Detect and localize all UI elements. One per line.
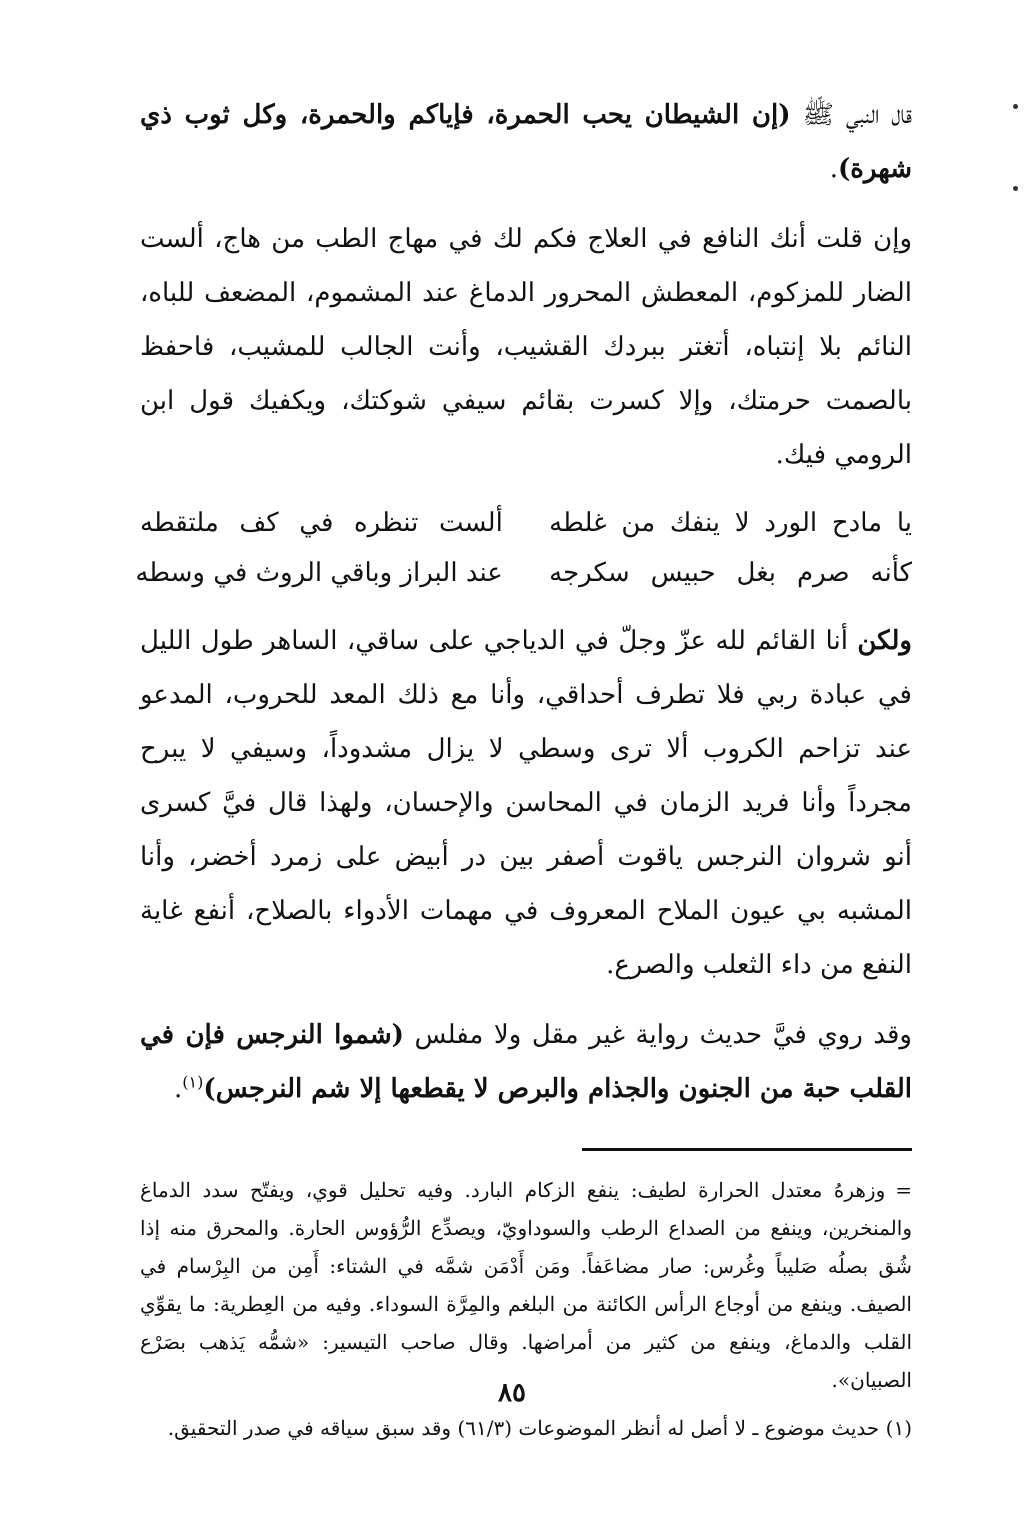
poem — [135, 498, 912, 598]
paragraph-text: قال النبي ﷺ — [790, 100, 912, 130]
footnote-1 — [140, 1409, 912, 1447]
paragraph-text: وإن قلت أنك النافع في العلاج فكم لك في مهاج الطب من هاج، ألست الضار للمزكوم، المعطش المحرور الدماغ عند المشموم، المضعف للباه، النائم بلا إنتباه، أتغتر ببردك القشيب، وأنت الجالب للمشيب، فاحفظ بالصمت حرمتك، وإلا كسرت بقائم سيفي شوكتك، ويكفيك قول ابن الرومي فيك. — [140, 224, 912, 470]
continuation-mark: = — [895, 1178, 912, 1202]
verse-second-hemistich: عند البراز وباقي الروث في وسطه — [135, 558, 503, 588]
hadith-quote: (شموا النرجس فإن في القلب حبة من الجنون والجذام والبرص لا يقطعها إلا شم النرجس) — [140, 1020, 912, 1104]
footnote-reference: (١) — [182, 1072, 204, 1092]
poem-verse-1 — [140, 498, 912, 548]
verse-first-hemistich: كأنه صرم بغل حبيس سكرجه — [549, 558, 912, 588]
paragraph-text: وقد روي فيَّ حديث رواية غير مقل ولا مفلس — [403, 1020, 912, 1050]
scan-mark — [1013, 186, 1018, 191]
footnote-continuation — [140, 1171, 912, 1399]
footnote-divider — [582, 1148, 912, 1151]
verse-first-hemistich: يا مادح الورد لا ينفك من غلطه — [549, 508, 912, 538]
page-number: ٨٥ — [498, 1378, 526, 1408]
paragraph-1 — [140, 88, 912, 196]
footnote-text: وزهرهُ معتدل الحرارة لطيف: ينفع الزكام البارد. وفيه تحليل قوي، ويفتّح سدد الدماغ والمنخرين، وينفع من الصداع الرطب والسوداويّ، ويصدِّع الرُّؤوس الحارة. والمحرق منه إذا شُق بصلُه صَليباً وغُرس: صار مضاعَفاً. ومَن أَدْمَن شمَّه في الشتاء: أَمِن من البِرْسام في الصيف. وينفع من أوجاع الرأس الكائنة من البلغم والمِرَّة السوداء. وفيه من العِطرية: ما يقوِّي القلب والدماغ، وينفع من كثير من أمراضها. وقال صاحب التيسير: «شمُّه يَذهب بصَرْع الصبيان». — [140, 1178, 912, 1392]
paragraph-text: أنا القائم لله عزّ وجلّ في الدياجي على ساقي، الساهر طول الليل في عبادة ربي فلا تطرف أحداقي، وأنا مع ذلك المعد للحروب، المدعو عند تزاحم الكروب ألا ترى وسطي لا يزال مشدوداً، وسيفي لا يبرح مجرداً وأنا فريد الزمان في المحاسن والإحسان، ولهذا قال فيَّ كسرى أنو شروان النرجس ياقوت أصفر بين در أبيض على زمرد أخضر، وأنا المشبه بي عيون الملاح المعروف في مهمات الأدواء بالصلاح، أنفع غاية النفع من داء الثعلب والصرع. — [140, 626, 912, 980]
hadith-quote: (إن الشيطان يحب الحمرة، فإياكم والحمرة، وكل ثوب ذي شهرة) — [140, 100, 912, 184]
paragraph-3 — [140, 614, 912, 992]
paragraph-end: . — [174, 1074, 183, 1104]
poem-verse-2 — [135, 548, 912, 598]
paragraph-4 — [140, 1008, 912, 1116]
verse-second-hemistich: ألست تنظره في كف ملتقطه — [140, 508, 503, 538]
paragraph-lead: ولكن — [857, 626, 912, 656]
paragraph-end: . — [829, 154, 838, 184]
paragraph-2 — [140, 212, 912, 482]
scan-mark — [1013, 104, 1018, 109]
footnote-text: (١) حديث موضوع ـ لا أصل له أنظر الموضوعات (٦١/٣) وقد سبق سياقه في صدر التحقيق. — [167, 1416, 912, 1440]
